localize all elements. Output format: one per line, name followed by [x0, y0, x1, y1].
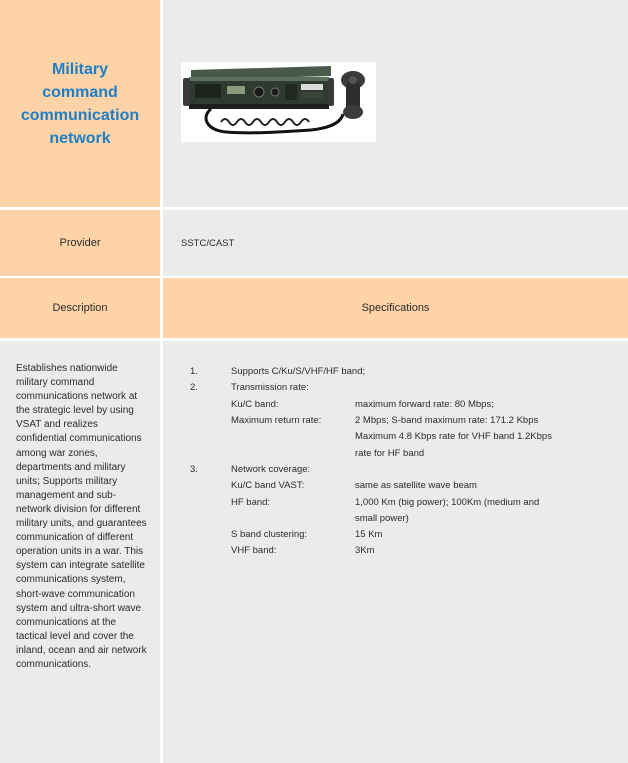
spec-row-value-continued: Maximum 4.8 Kbps rate for VHF band 1.2Kbps	[355, 431, 552, 442]
page-title: Military command communication network	[20, 60, 140, 147]
spec-row-value: maximum forward rate: 80 Mbps;	[355, 399, 494, 410]
specifications-header: Specifications	[361, 302, 430, 314]
spec-row-value-continued: small power)	[355, 513, 409, 524]
spec-row-value: 3Km	[355, 545, 375, 556]
spec-number-1: 1.	[190, 366, 198, 377]
spec-item-2: Transmission rate:	[231, 382, 309, 393]
spec-row-label: Ku/C band:	[231, 399, 279, 410]
spec-row-label: Ku/C band VAST:	[231, 480, 305, 491]
spec-row-label: Maximum return rate:	[231, 415, 322, 426]
specifications-cell	[163, 341, 628, 763]
radio-device-image	[181, 62, 376, 142]
spec-row-label: VHF band:	[231, 545, 277, 556]
spec-number-3: 3.	[190, 464, 198, 475]
spec-row-value: 2 Mbps; S-band maximum rate: 171.2 Kbps	[355, 415, 539, 426]
provider-value-cell	[163, 210, 628, 276]
description-text: Establishes nationwide military command communications network at the strategic level by using VSAT and realizes confidential communications among war zones, departments and military units; Supports military management and sub-network division for different military units, and guarantees communication of different operation units in a war. This system can integrate satellite communications system, short-wave communication system and ultra-short wave communications at the tactical level and cover the inland, ocean and air network communications.	[16, 363, 147, 670]
title-cell	[0, 0, 160, 207]
spec-row-value: same as satellite wave beam	[355, 480, 477, 491]
spec-item-3: Network coverage:	[231, 464, 311, 475]
specifications-header-cell	[163, 278, 628, 338]
spec-row-value-continued: rate for HF band	[355, 448, 425, 459]
spec-number-2: 2.	[190, 382, 198, 393]
provider-value: SSTC/CAST	[181, 238, 235, 249]
description-header-cell	[0, 278, 160, 338]
spec-item-1: Supports C/Ku/S/VHF/HF band;	[231, 366, 366, 377]
description-header: Description	[52, 302, 108, 314]
provider-label: Provider	[59, 237, 101, 249]
spec-row-label: HF band:	[231, 497, 271, 508]
spec-row-label: S band clustering:	[231, 529, 308, 540]
device-photo	[181, 62, 376, 142]
description-cell	[0, 341, 160, 763]
spec-row-value: 15 Km	[355, 529, 383, 540]
spec-row-value: 1,000 Km (big power); 100Km (medium and	[355, 497, 540, 508]
provider-label-cell	[0, 210, 160, 276]
